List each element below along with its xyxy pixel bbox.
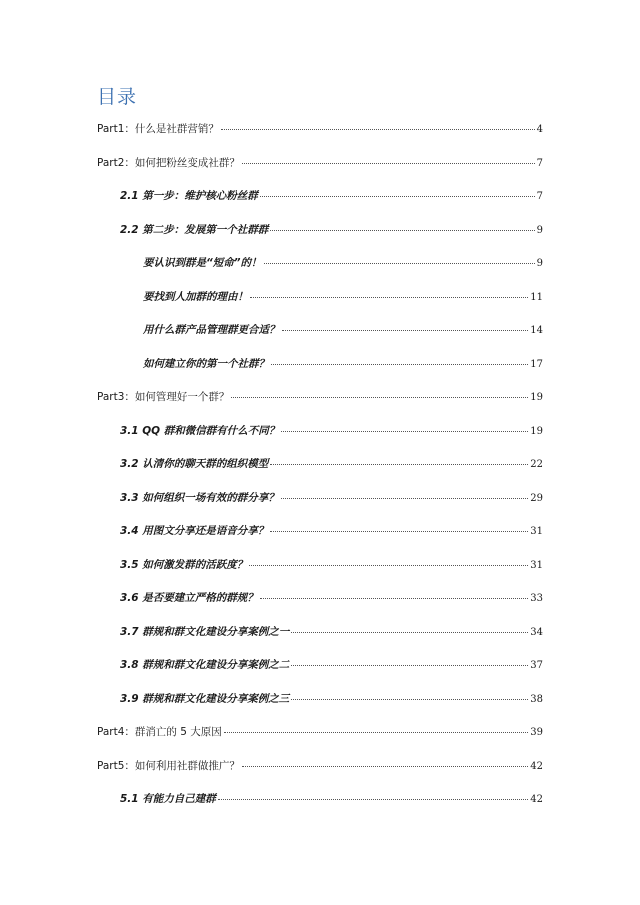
toc-page-number: 7 <box>536 157 543 169</box>
toc-leader-dots <box>270 531 528 532</box>
toc-leader-dots <box>291 632 528 633</box>
toc-page-number: 19 <box>530 392 543 403</box>
toc-entry-label: 3.3 如何组织一场有效的群分享？ <box>120 491 279 504</box>
toc-entry[interactable] <box>143 255 543 271</box>
toc-entry[interactable] <box>120 523 543 539</box>
toc-entry-label: 5.1 有能力自己建群 <box>120 793 216 805</box>
toc-leader-dots <box>218 799 529 800</box>
toc-leader-dots <box>282 330 529 331</box>
toc-title: 目录 <box>97 86 138 108</box>
toc-leader-dots <box>271 364 528 365</box>
toc-page-number: 42 <box>530 760 543 772</box>
toc-page-number: 9 <box>536 224 543 236</box>
toc-entry-label: Part4：群消亡的 5 大原因 <box>97 726 222 738</box>
toc-entry-label: 要认识到群是“短命”的！ <box>143 257 262 269</box>
toc-leader-dots <box>260 196 535 197</box>
toc-entry[interactable] <box>120 188 543 204</box>
toc-page-number: 38 <box>530 693 543 705</box>
toc-entry-label: 如何建立你的第一个社群？ <box>143 357 269 370</box>
toc-leader-dots <box>270 464 528 465</box>
toc-leader-dots <box>281 498 529 499</box>
toc-page-number: 22 <box>530 459 543 470</box>
toc-entry[interactable] <box>120 557 543 573</box>
toc-leader-dots <box>242 766 528 767</box>
toc-entry-label: Part5：如何利用社群做推广？ <box>97 759 240 772</box>
toc-entry-label: 3.5 如何激发群的活跃度？ <box>120 558 248 571</box>
toc-entry[interactable] <box>120 691 543 707</box>
toc-entry-label: 3.8 群规和群文化建设分享案例之二 <box>120 659 290 671</box>
toc-entry[interactable] <box>120 624 543 640</box>
toc-entry-label: 2.1 第一步：维护核心粉丝群 <box>120 190 258 202</box>
toc-leader-dots <box>221 129 535 130</box>
toc-entry[interactable] <box>143 356 543 372</box>
toc-page-number: 17 <box>530 358 543 370</box>
toc-entry[interactable] <box>97 758 543 774</box>
toc-page-number: 9 <box>536 258 543 269</box>
toc-entry-label: 3.2 认清你的聊天群的组织模型 <box>120 458 269 470</box>
toc-entry-label: 3.7 群规和群文化建设分享案例之一 <box>120 625 290 638</box>
toc-entry-label: 3.4 用图文分享还是语音分享？ <box>120 525 269 537</box>
toc-entry[interactable] <box>120 490 543 506</box>
toc-page-number: 14 <box>530 325 543 336</box>
toc-entry[interactable] <box>120 590 543 606</box>
toc-page-number: 42 <box>530 794 543 805</box>
toc-entry-label: Part1：什么是社群营销？ <box>97 123 219 135</box>
toc-page-number: 4 <box>536 124 543 135</box>
toc-entry[interactable] <box>120 423 543 439</box>
toc-page-number: 34 <box>530 626 543 638</box>
toc-entry[interactable] <box>97 389 543 405</box>
toc-entry-label: Part3：如何管理好一个群？ <box>97 391 230 403</box>
toc-leader-dots <box>291 699 528 700</box>
toc-entry[interactable] <box>120 222 543 238</box>
toc-entry[interactable] <box>120 791 543 807</box>
toc-page-number: 31 <box>530 526 543 537</box>
toc-leader-dots <box>250 297 528 298</box>
toc-entry-label: Part2：如何把粉丝变成社群？ <box>97 156 240 169</box>
toc-entry-label: 用什么群产品管理群更合适？ <box>143 324 280 336</box>
toc-entry-label: 3.1 QQ 群和微信群有什么不同？ <box>120 424 280 437</box>
toc-entry[interactable] <box>120 657 543 673</box>
toc-entry-label: 3.6 是否要建立严格的群规？ <box>120 592 258 604</box>
toc-entry-label: 3.9 群规和群文化建设分享案例之三 <box>120 692 290 705</box>
toc-page-number: 37 <box>530 660 543 671</box>
toc-leader-dots <box>231 397 528 398</box>
toc-entry[interactable] <box>97 724 543 740</box>
toc-page-number: 19 <box>530 425 543 437</box>
toc-leader-dots <box>224 732 529 733</box>
toc-entry-label: 要找到人加群的理由！ <box>143 290 248 303</box>
toc-page-number: 31 <box>530 559 543 571</box>
toc-leader-dots <box>270 230 534 231</box>
toc-entry[interactable] <box>143 322 543 338</box>
toc-leader-dots <box>264 263 535 264</box>
toc-page-number: 29 <box>530 492 543 504</box>
toc-leader-dots <box>291 665 528 666</box>
toc-page-number: 7 <box>536 191 543 202</box>
toc-entry[interactable] <box>97 155 543 171</box>
toc-leader-dots <box>260 598 529 599</box>
toc-entry[interactable] <box>120 456 543 472</box>
toc-entry[interactable] <box>97 121 543 137</box>
toc-leader-dots <box>242 163 535 164</box>
toc-page-number: 11 <box>530 291 543 303</box>
toc-page-number: 33 <box>530 593 543 604</box>
toc-leader-dots <box>249 565 528 566</box>
toc-leader-dots <box>281 431 528 432</box>
toc-entry-label: 2.2 第二步：发展第一个社群群 <box>120 223 269 236</box>
toc-page-number: 39 <box>530 727 543 738</box>
toc-entry[interactable] <box>143 289 543 305</box>
